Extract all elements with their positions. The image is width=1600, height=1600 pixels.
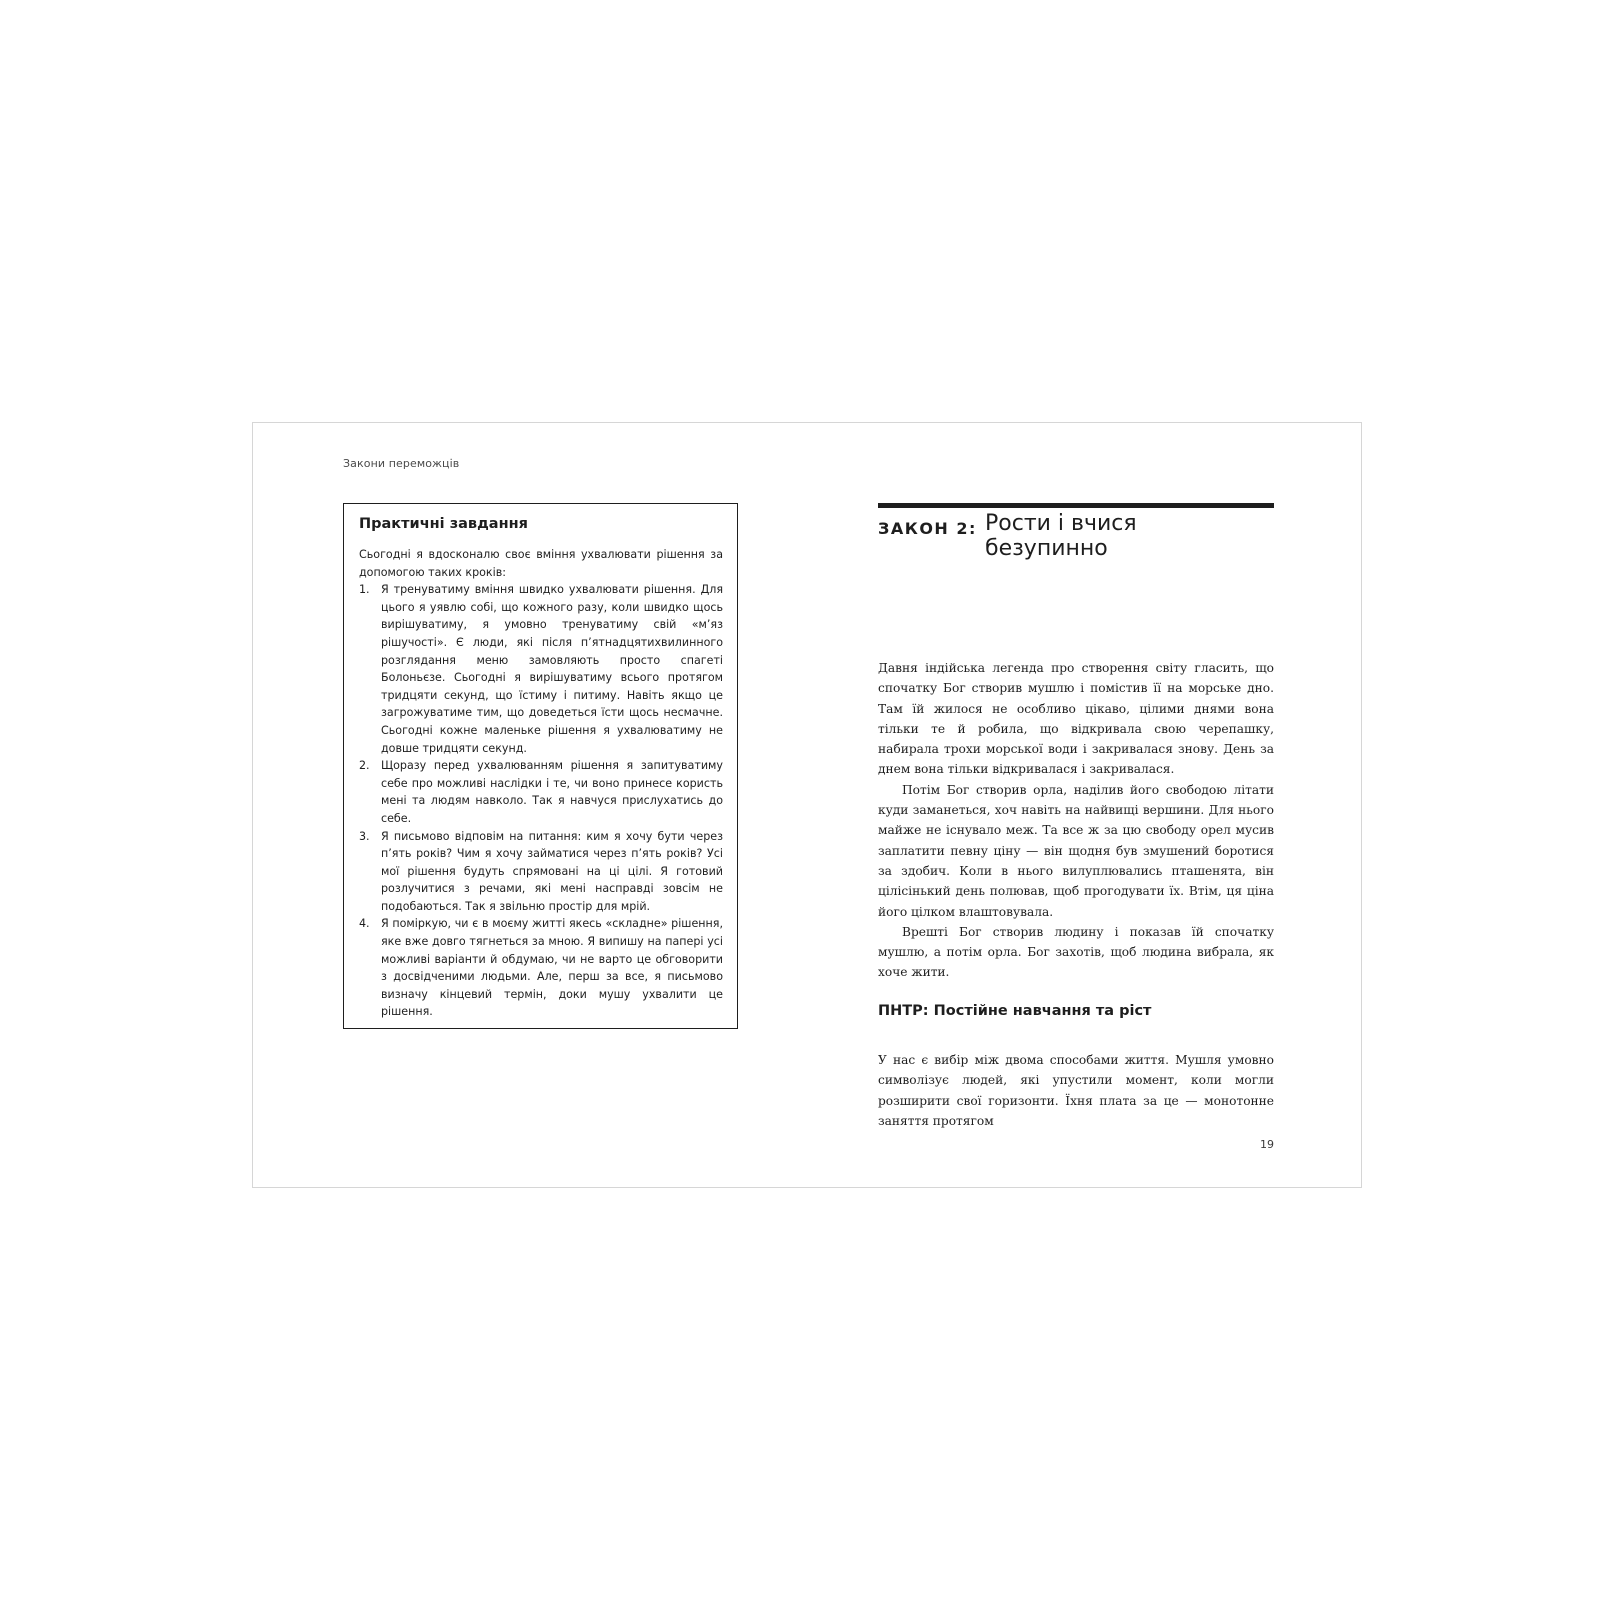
task-item <box>359 757 723 827</box>
task-text: Щоразу перед ухвалюванням рішення я запитуватиму себе про можливі наслідки і те, чи воно принесе користь мені та людям навколо. Так я навчуся прислухатись до себе. <box>381 759 723 825</box>
task-text: Я письмово відповім на питання: ким я хочу бути через п’ять років? Чим я хочу займатися через п’ять років? Усі мої рішення будуть спрямовані на ці цілі. Я готовий розлучитися з речами, які мені насправді зовсім не подобаються. Так я звільню простір для мрій. <box>381 829 723 913</box>
body-paragraph: У нас є вибір між двома способами життя. Мушля умовно символізує людей, які упустили момент, коли могли розширити свої горизонти. Їхня плата за це — монотонне заняття протягом <box>878 1053 1274 1128</box>
task-text: Я тренуватиму вміння швидко ухвалювати рішення. Для цього я уявлю собі, що кожного разу, коли швидко щось вирішуватиму, я умовно тренуватиму свій «м’яз рішучості». Є люди, які після п’ятнадцятихвилинного розглядання меню замовляють просто спагеті Болоньєзе. Сьогодні я вирішуватиму всього протягом тридцяти секунд, що їстиму і питиму. Навіть якщо це загрожуватиме тим, що доведеться їсти щось несмачне. Сьогодні кожне маленьке рішення я ухвалюватиму не довше тридцяти секунд. <box>381 583 723 755</box>
page-number: 19 <box>1260 1138 1274 1151</box>
chapter-label: ЗАКОН 2: <box>878 519 977 538</box>
chapter-title: Рости і вчися безупинно <box>985 511 1137 561</box>
body-paragraph: Потім Бог створив орла, наділив його свободою літати куди заманеться, хоч навіть на найвищі вершини. Для нього майже не існувало меж. Та все ж за цю свободу орел мусив заплатити певну ціну — він щодня був змушений боротися за здобич. Коли в нього вилуплювались пташенята, він цілісінький день полював, щоб прогодувати їх. Втім, ця ціна його цілком влаштовувала. <box>878 782 1274 919</box>
practical-tasks-box <box>343 503 738 1029</box>
task-text: Я поміркую, чи є в моєму житті якесь «складне» рішення, яке вже довго тягнеться за мною. Я випишу на папері усі можливі варіанти й обдумаю, чи не варто це обговорити з досвідченими людьми. Але, перш за все, я письмово визначу кінцевий термін, доки мушу ухвалити це рішення. <box>381 917 723 1019</box>
book-spread <box>252 422 1362 1188</box>
running-head: Закони переможців <box>343 457 460 470</box>
practical-tasks-list <box>359 581 723 1021</box>
practical-tasks-intro: Сьогодні я вдосконалю своє вміння ухвалювати рішення за допомогою таких кроків: <box>359 548 723 579</box>
practical-tasks-title: Практичні завдання <box>359 516 528 532</box>
task-item <box>359 581 723 757</box>
task-item <box>359 828 723 916</box>
body-paragraph: Врешті Бог створив людину і показав їй спочатку мушлю, а потім орла. Бог захотів, щоб людина вибрала, як хоче жити. <box>878 924 1274 980</box>
legend-text <box>878 658 1274 983</box>
task-number: 1. <box>359 583 370 597</box>
task-item <box>359 915 723 1021</box>
section-text <box>878 1050 1274 1128</box>
body-paragraph: Давня індійська легенда про створення світу гласить, що спочатку Бог створив мушлю і помістив її на морське дно. Там їй жилося не особливо цікаво, цілими днями вона тільки те й робила, що відкривала свою черепашку, набирала трохи морської води і закривалася знову. День за днем вона тільки відкривалася і закривалася. <box>878 661 1274 777</box>
chapter-rule <box>878 503 1274 508</box>
task-number: 4. <box>359 917 370 931</box>
task-number: 3. <box>359 829 370 843</box>
task-number: 2. <box>359 759 370 773</box>
section-heading: ПНТР: Постійне навчання та ріст <box>878 1003 1152 1019</box>
